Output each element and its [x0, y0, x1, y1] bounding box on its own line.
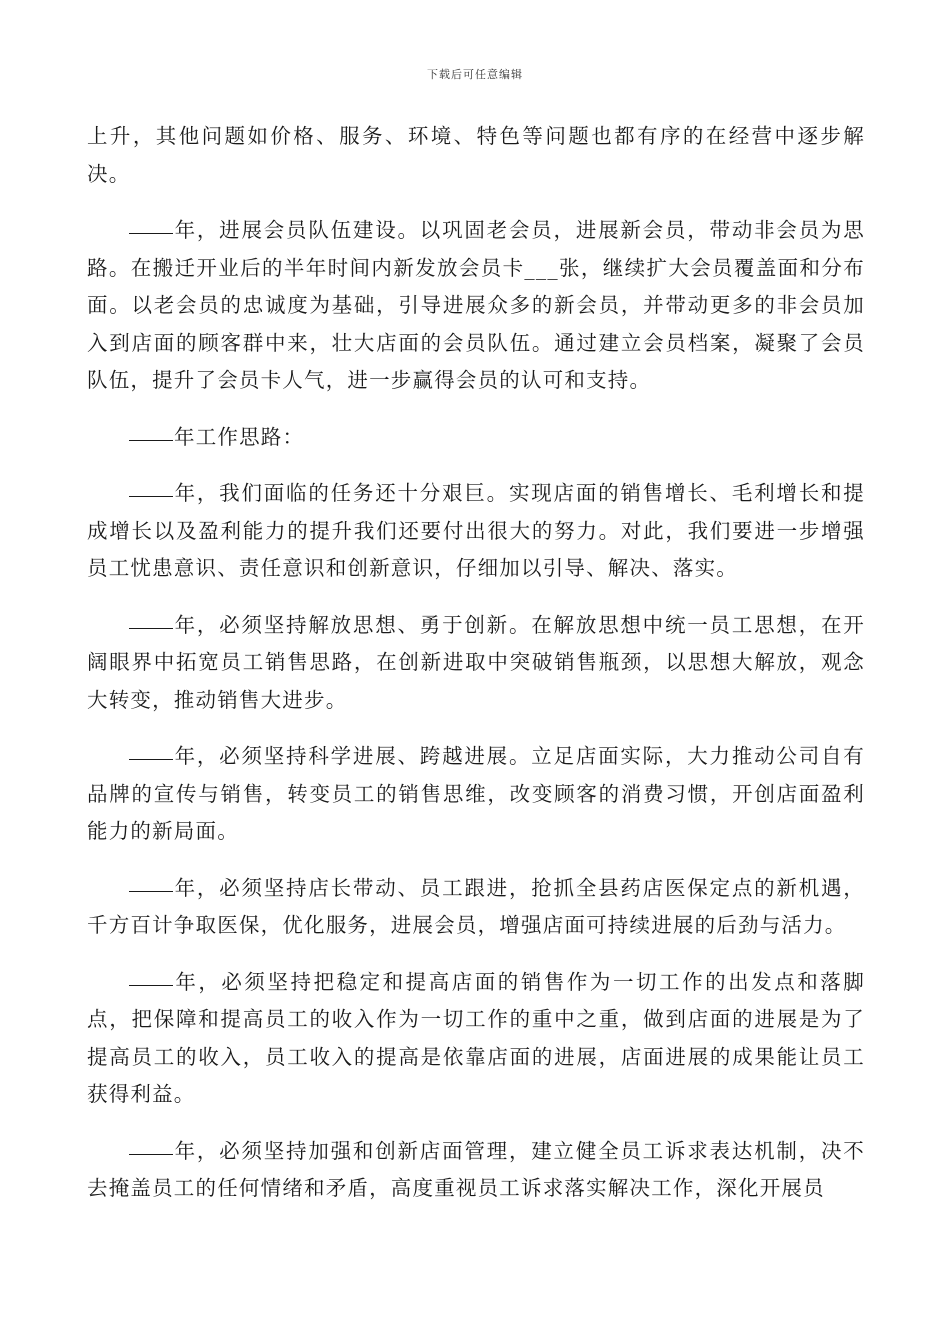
- paragraph: [87, 118, 865, 193]
- fill-in-blank: [129, 232, 173, 234]
- page-header: 下载后可任意编辑: [427, 68, 523, 81]
- fill-in-blank: [129, 439, 173, 441]
- fill-in-blank: [129, 890, 173, 892]
- paragraph-text: 年工作思路：: [174, 424, 305, 449]
- fill-in-blank: [129, 1153, 173, 1155]
- paragraph: [87, 212, 865, 400]
- paragraph: [87, 964, 865, 1114]
- paragraph-text: 年，必须坚持加强和创新店面管理，建立健全员工诉求表达机制，决不去掩盖员工的任何情绪和矛盾，高度重视员工诉求落实解决工作，深化开展员: [87, 1138, 865, 1200]
- fill-in-blank: [129, 758, 173, 760]
- paragraph-text: 年，必须坚持店长带动、员工跟进，抢抓全县药店医保定点的新机遇，千方百计争取医保，优化服务，进展会员，增强店面可持续进展的后劲与活力。: [87, 875, 865, 937]
- paragraph: [87, 738, 865, 851]
- document-body: [87, 118, 865, 1227]
- paragraph-text: 年，我们面临的任务还十分艰巨。实现店面的销售增长、毛利增长和提成增长以及盈利能力的提升我们还要付出很大的努力。对此，我们要进一步增强员工忧患意识、责任意识和创新意识，仔细加以引导、解决、落实。: [87, 481, 865, 580]
- paragraph-text: 年，必须坚持解放思想、勇于创新。在解放思想中统一员工思想，在开阔眼界中拓宽员工销售思路，在创新进取中突破销售瓶颈，以思想大解放，观念大转变，推动销售大进步。: [87, 612, 865, 712]
- fill-in-blank: [129, 495, 173, 497]
- fill-in-blank: [129, 627, 173, 629]
- paragraph-text: 上升，其他问题如价格、服务、环境、特色等问题也都有序的在经营中逐步解决。: [87, 124, 865, 186]
- paragraph-text: 年，进展会员队伍建设。以巩固老会员，进展新会员，带动非会员为思路。在搬迁开业后的半年时间内新发放会员卡___张，继续扩大会员覆盖面和分布面。以老会员的忠诚度为基础，引导进展众多的新会员，并带动更多的非会员加入到店面的顾客群中来，壮大店面的会员队伍。通过建立会员档案，凝聚了会员队伍，提升了会员卡人气，进一步赢得会员的认可和支持。: [87, 218, 865, 392]
- paragraph: [87, 870, 865, 945]
- paragraph: [87, 419, 865, 457]
- paragraph: [87, 607, 865, 720]
- paragraph-text: 年，必须坚持科学进展、跨越进展。立足店面实际，大力推动公司自有品牌的宣传与销售，转变员工的销售思维，改变顾客的消费习惯，开创店面盈利能力的新局面。: [87, 744, 865, 843]
- paragraph-text: 年，必须坚持把稳定和提高店面的销售作为一切工作的出发点和落脚点，把保障和提高员工的收入作为一切工作的重中之重，做到店面的进展是为了提高员工的收入，员工收入的提高是依靠店面的进展，店面进展的成果能让员工获得利益。: [87, 969, 865, 1106]
- fill-in-blank: [129, 984, 173, 986]
- paragraph: [87, 1133, 865, 1208]
- paragraph: [87, 475, 865, 588]
